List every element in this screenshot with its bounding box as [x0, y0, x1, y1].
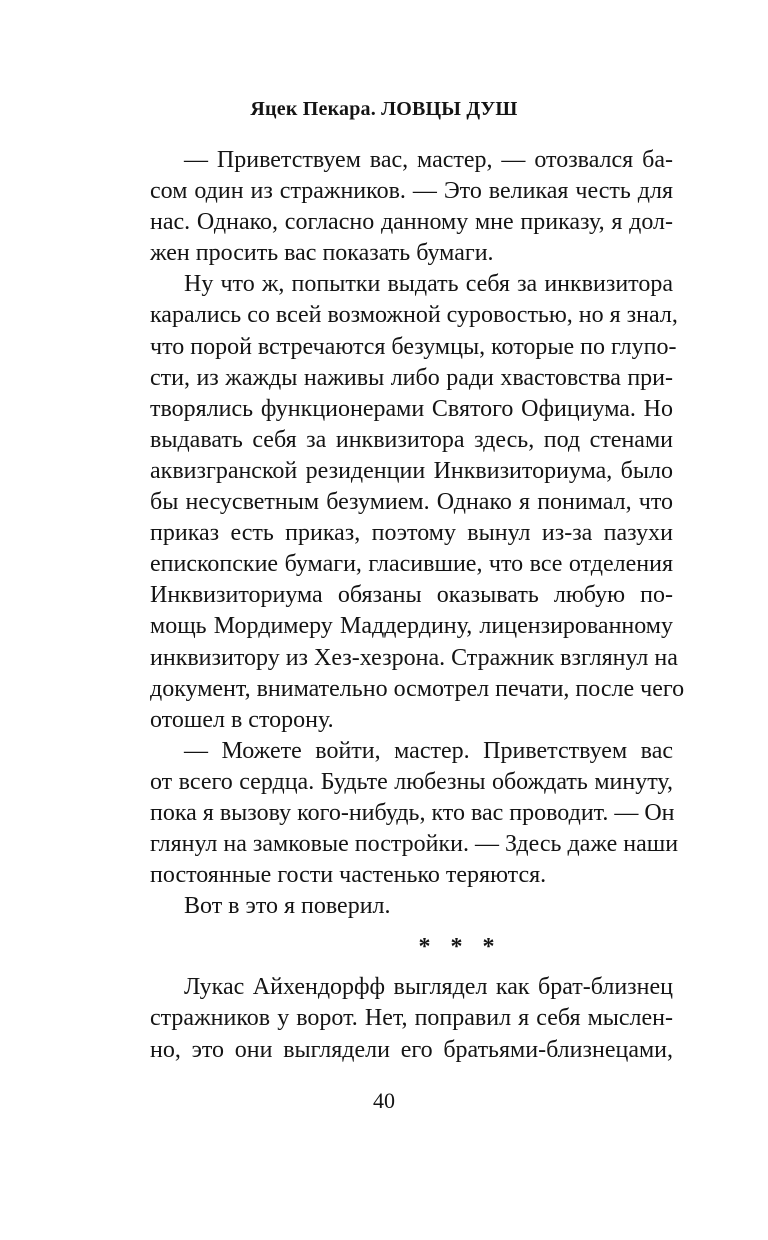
text-line: нас. Однако, согласно данному мне приказу, я дол- [150, 209, 673, 236]
text-line: — Приветствуем вас, мастер, — отозвался ба- [184, 147, 673, 173]
text-line: сом один из стражников. — Это великая честь для [150, 178, 673, 205]
text-line: Вот в это я поверил. [184, 893, 391, 920]
text-line: стражников у ворот. Нет, поправил я себя мыслен- [150, 1005, 673, 1032]
text-line: Лукас Айхендорфф выглядел как брат-близнец [184, 974, 673, 1001]
text-line: жен просить вас показать бумаги. [150, 240, 494, 267]
page-number: 40 [373, 1088, 395, 1113]
text-lines-after-break [150, 972, 673, 1065]
text-line: Инквизиториума обязаны оказывать любую по- [150, 582, 673, 609]
text-line: епископские бумаги, гласившие, что все отделения [150, 551, 673, 578]
text-line: выдавать себя за инквизитора здесь, под стенами [150, 426, 673, 453]
text-line: от всего сердца. Будьте любезны обождать минуту, [150, 768, 673, 795]
text-line: приказ есть приказ, поэтому вынул из-за пазухи [150, 520, 673, 547]
text-line: бы несусветным безумием. Однако я понимал, что [150, 489, 673, 516]
text-line: инквизитору из Хез-хезрона. Стражник взглянул на [150, 644, 678, 671]
text-line: постоянные гости частенько теряются. [150, 862, 547, 889]
text-line: аквизгранской резиденции Инквизиториума, было [150, 457, 673, 484]
text-line: отошел в сторону. [150, 706, 334, 733]
text-line: карались со всей возможной суровостью, но я знал, [150, 302, 678, 329]
body-text [150, 145, 685, 1066]
text-line: глянул на замковые постройки. — Здесь даже наши [150, 831, 679, 858]
text-line: что порой встречаются безумцы, которые по глупо- [150, 333, 677, 360]
text-line: но, это они выглядели его братьями-близнецами, [150, 1036, 673, 1063]
text-line: мощь Мордимеру Маддердину, лицензированному [150, 613, 673, 640]
text-line: документ, внимательно осмотрел печати, после чего [150, 675, 685, 702]
text-line: творялись функционерами Святого Официума. Но [150, 395, 673, 422]
section-break: * * * [418, 934, 495, 961]
text-line: пока я вызову кого-нибудь, кто вас проводит. — Он [150, 799, 675, 826]
text-line: — Можете войти, мастер. Приветствуем вас [184, 737, 673, 764]
running-head: Яцек Пекара. ЛОВЦЫ ДУШ [250, 98, 518, 120]
text-lines-before-break [150, 145, 685, 922]
text-line: Ну что ж, попытки выдать себя за инквизитора [184, 271, 673, 298]
text-line: сти, из жажды наживы либо ради хвастовства при- [150, 364, 673, 391]
